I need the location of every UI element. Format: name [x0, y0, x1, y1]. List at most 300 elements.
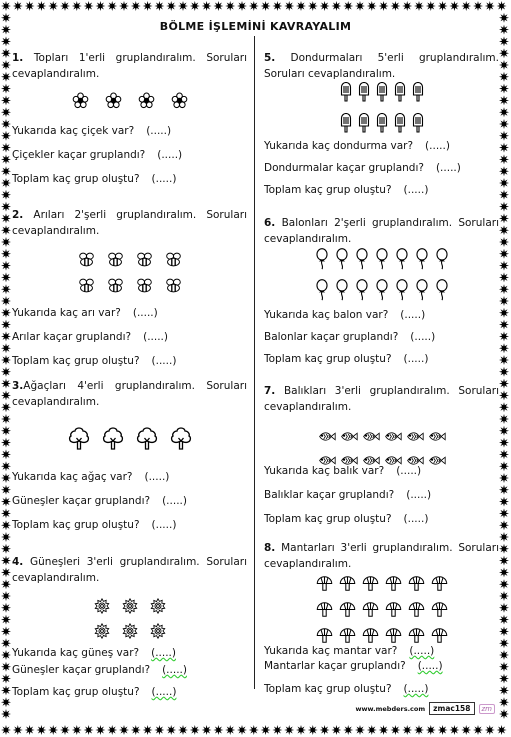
answer-blank[interactable]: (.....) [151, 647, 176, 659]
star-ornament [499, 261, 509, 271]
exercise-number: 8. [264, 542, 276, 554]
question-text: Güneşler kaçar gruplandı? [12, 664, 151, 676]
answer-blank[interactable]: (.....) [146, 125, 172, 137]
star-ornament [499, 213, 509, 223]
star-ornament [497, 725, 507, 735]
star-ornament [296, 725, 306, 735]
sun-icon [94, 623, 110, 643]
exercise-number: 7. [264, 385, 276, 397]
question [12, 471, 169, 483]
question-text: Toplam kaç grup oluştu? [12, 173, 140, 185]
question [12, 519, 176, 531]
star-ornament [1, 449, 11, 459]
star-ornament [1, 296, 11, 306]
star-ornament [143, 725, 153, 735]
star-ornament [499, 131, 509, 141]
star-ornament [95, 725, 105, 735]
icon-grid [12, 251, 247, 298]
mushroom-icon [431, 601, 448, 622]
mushroom-icon [362, 575, 379, 596]
star-ornament [296, 1, 306, 11]
star-ornament [499, 638, 509, 648]
question [12, 495, 187, 507]
star-ornament [499, 579, 509, 589]
star-ornament [1, 36, 11, 46]
mushroom-icon [431, 575, 448, 596]
ice-cream-icon [358, 113, 370, 139]
star-ornament [131, 725, 141, 735]
question-text: Güneşler kaçar gruplandı? [12, 495, 151, 507]
exercise-prompt [264, 383, 499, 415]
question-text: Yukarıda kaç ağaç var? [12, 471, 133, 483]
star-ornament [143, 1, 153, 11]
star-ornament [1, 143, 11, 153]
star-ornament [1, 402, 11, 412]
star-ornament [131, 1, 141, 11]
star-ornament [379, 1, 389, 11]
exercise-number: 3. [12, 380, 24, 392]
balloon-icon [315, 248, 329, 274]
star-ornament [499, 36, 509, 46]
star-ornament [499, 48, 509, 58]
ice-cream-icon [394, 82, 406, 108]
bee-icon [107, 277, 124, 298]
star-ornament [1, 544, 11, 554]
star-ornament [84, 1, 94, 11]
star-ornament [1, 520, 11, 530]
question-text: Toplam kaç grup oluştu? [12, 519, 140, 531]
question-text: Çiçekler kaçar gruplandı? [12, 149, 146, 161]
star-ornament [499, 331, 509, 341]
star-ornament [1, 615, 11, 625]
mushroom-icon [408, 601, 425, 622]
question [264, 331, 435, 343]
tree-icon [135, 426, 159, 454]
star-ornament [497, 1, 507, 11]
star-ornament [95, 1, 105, 11]
star-ornament [1, 390, 11, 400]
star-ornament [1, 284, 11, 294]
mushroom-icon [385, 601, 402, 622]
exercise-prompt [12, 207, 247, 239]
star-ornament [499, 178, 509, 188]
star-ornament [1, 603, 11, 613]
star-ornament [485, 725, 495, 735]
star-ornament [13, 725, 23, 735]
star-ornament [499, 485, 509, 495]
question [12, 647, 176, 659]
star-ornament [1, 697, 11, 707]
question-text: Yukarıda kaç güneş var? [12, 647, 140, 659]
star-ornament [367, 725, 377, 735]
star-ornament [331, 1, 341, 11]
icon-row [78, 277, 182, 298]
icon-row [78, 251, 182, 272]
fish-icon [406, 427, 424, 446]
mushroom-icon [385, 575, 402, 596]
star-ornament [1, 331, 11, 341]
question [12, 149, 182, 161]
ice-cream-icon [376, 82, 388, 108]
question [264, 465, 421, 477]
star-ornament [72, 725, 82, 735]
star-ornament [48, 725, 58, 735]
exercise-8 [264, 540, 499, 695]
star-ornament [320, 725, 330, 735]
star-ornament [213, 725, 223, 735]
star-ornament [1, 119, 11, 129]
icon-grid [264, 427, 499, 470]
star-ornament [1, 272, 11, 282]
star-ornament [178, 725, 188, 735]
ice-cream-icon [412, 113, 424, 139]
star-ornament [202, 1, 212, 11]
star-ornament [154, 725, 164, 735]
star-ornament [499, 60, 509, 70]
icon-grid [12, 426, 247, 454]
icon-row [316, 575, 448, 596]
star-ornament [190, 725, 200, 735]
answer-blank[interactable]: (.....) [403, 513, 429, 525]
answer-blank[interactable]: (.....) [151, 355, 177, 367]
star-ornament [402, 1, 412, 11]
exercise-4 [12, 554, 247, 698]
balloon-icon [435, 279, 449, 305]
answer-blank[interactable]: (.....) [162, 664, 187, 676]
star-ornament [1, 190, 11, 200]
answer-blank[interactable]: (.....) [151, 173, 177, 185]
balloon-icon [395, 248, 409, 274]
star-ornament [499, 343, 509, 353]
balloon-icon [415, 248, 429, 274]
site-url: www.mebders.com [355, 704, 426, 713]
star-ornament [343, 725, 353, 735]
star-ornament [331, 725, 341, 735]
tree-icon [169, 426, 193, 454]
question [264, 140, 450, 152]
star-ornament [499, 402, 509, 412]
star-ornament [1, 320, 11, 330]
bee-icon [165, 277, 182, 298]
mushroom-icon [339, 575, 356, 596]
exercise-3 [12, 378, 247, 531]
bee-icon [78, 277, 95, 298]
question [264, 162, 461, 174]
question-text: Yukarıda kaç arı var? [12, 307, 121, 319]
code-badge: zmac158 [429, 702, 474, 715]
star-ornament [1, 84, 11, 94]
exercise-prompt [264, 540, 499, 572]
answer-blank[interactable]: (.....) [425, 140, 450, 152]
star-ornament [343, 1, 353, 11]
star-ornament [308, 1, 318, 11]
question [12, 664, 187, 676]
star-ornament [284, 725, 294, 735]
answer-blank[interactable]: (.....) [396, 465, 422, 477]
star-ornament [249, 725, 259, 735]
answer-blank[interactable]: (.....) [409, 645, 435, 657]
question [264, 353, 428, 365]
star-ornament [499, 166, 509, 176]
star-ornament [1, 166, 11, 176]
mushroom-icon [316, 575, 333, 596]
star-ornament [499, 143, 509, 153]
star-ornament [202, 725, 212, 735]
question-text: Toplam kaç grup oluştu? [12, 355, 140, 367]
star-ornament [1, 508, 11, 518]
star-ornament [272, 1, 282, 11]
question-text: Yukarıda kaç balon var? [264, 309, 389, 321]
bee-icon [165, 251, 182, 272]
answer-blank[interactable]: (.....) [151, 519, 177, 531]
star-ornament [237, 725, 247, 735]
star-ornament [355, 1, 365, 11]
question-text: Yukarıda kaç mantar var? [264, 645, 398, 657]
balloon-icon [315, 279, 329, 305]
star-ornament [36, 1, 46, 11]
question [12, 686, 176, 698]
answer-blank[interactable]: (.....) [406, 489, 432, 501]
flower-icon [105, 92, 122, 113]
star-ornament [461, 1, 471, 11]
fish-icon [318, 427, 336, 446]
star-ornament [499, 473, 509, 483]
star-ornament [499, 662, 509, 672]
icon-row [318, 427, 446, 446]
balloon-icon [415, 279, 429, 305]
star-ornament [499, 225, 509, 235]
question [12, 307, 158, 319]
star-ornament [1, 72, 11, 82]
balloon-icon [355, 248, 369, 274]
star-ornament [499, 320, 509, 330]
tree-icon [101, 426, 125, 454]
signature-stamp: zm [479, 704, 496, 714]
question [12, 173, 176, 185]
star-ornament [499, 272, 509, 282]
mushroom-icon [408, 575, 425, 596]
star-ornament [1, 355, 11, 365]
flower-icon [171, 92, 188, 113]
question-text: Mantarlar kaçar gruplandı? [264, 660, 406, 672]
question [264, 184, 428, 196]
exercise-text: Mantarları 3'erli gruplandıralım. Soruları cevaplandıralım. [264, 542, 499, 570]
star-ornament [426, 725, 436, 735]
exercise-5 [264, 50, 499, 196]
sun-icon [122, 598, 138, 618]
exercise-6 [264, 215, 499, 365]
answer-blank[interactable]: (.....) [143, 331, 168, 343]
star-ornament [499, 520, 509, 530]
icon-row [94, 598, 166, 618]
star-ornament [1, 95, 11, 105]
question-text: Toplam kaç grup oluştu? [12, 686, 140, 698]
column-divider [254, 36, 255, 689]
footer [356, 702, 495, 715]
balloon-icon [335, 279, 349, 305]
exercise-2 [12, 207, 247, 367]
star-ornament [1, 237, 11, 247]
answer-blank[interactable]: (.....) [410, 331, 436, 343]
exercise-text: Güneşleri 3'erli gruplandıralım. Soruları cevaplandıralım. [12, 556, 247, 584]
star-ornament [499, 308, 509, 318]
star-ornament [1, 662, 11, 672]
star-ornament [1, 626, 11, 636]
question [12, 331, 168, 343]
star-ornament [414, 1, 424, 11]
fish-icon [428, 427, 446, 446]
star-ornament [379, 725, 389, 735]
star-ornament [1, 131, 11, 141]
star-ornament [1, 579, 11, 589]
star-ornament [485, 1, 495, 11]
question [264, 489, 431, 501]
star-ornament [213, 1, 223, 11]
star-ornament [1, 426, 11, 436]
star-ornament [1, 367, 11, 377]
balloon-icon [435, 248, 449, 274]
answer-blank[interactable]: (.....) [435, 162, 461, 174]
exercise-prompt [12, 50, 247, 82]
star-ornament [499, 367, 509, 377]
star-ornament [499, 296, 509, 306]
star-ornament [390, 1, 400, 11]
exercise-number: 1. [12, 52, 24, 64]
star-ornament [499, 497, 509, 507]
star-ornament [499, 284, 509, 294]
sun-icon [94, 598, 110, 618]
icon-row [315, 248, 449, 274]
ice-cream-icon [358, 82, 370, 108]
exercise-1 [12, 50, 247, 185]
ice-cream-icon [376, 113, 388, 139]
star-ornament [261, 725, 271, 735]
fish-icon [384, 427, 402, 446]
question-text: Toplam kaç grup oluştu? [264, 513, 392, 525]
star-ornament [1, 650, 11, 660]
star-ornament [499, 426, 509, 436]
star-ornament [1, 556, 11, 566]
star-ornament [166, 1, 176, 11]
star-ornament [499, 556, 509, 566]
question-text: Arılar kaçar gruplandı? [12, 331, 132, 343]
star-ornament [499, 202, 509, 212]
star-ornament [499, 414, 509, 424]
star-ornament [499, 355, 509, 365]
star-ornament [237, 1, 247, 11]
answer-blank[interactable]: (.....) [400, 309, 426, 321]
question-text: Yukarıda kaç çiçek var? [12, 125, 135, 137]
star-ornament [1, 591, 11, 601]
icon-grid [12, 92, 247, 113]
exercise-number: 4. [12, 556, 24, 568]
question [264, 660, 443, 672]
exercise-text: Arıları 2'şerli gruplandıralım. Soruları cevaplandıralım. [12, 209, 247, 237]
icon-grid [264, 82, 499, 139]
exercise-text: Topları 1'erli gruplandıralım. Soruları cevaplandıralım. [12, 52, 247, 80]
star-ornament [449, 725, 459, 735]
sun-icon [122, 623, 138, 643]
star-ornament [1, 1, 11, 11]
fish-icon [362, 427, 380, 446]
question [264, 309, 425, 321]
star-ornament [1, 725, 11, 735]
star-ornament [426, 1, 436, 11]
star-ornament [225, 1, 235, 11]
icon-row [67, 426, 193, 454]
star-ornament [461, 725, 471, 735]
star-ornament [107, 725, 117, 735]
star-ornament [499, 379, 509, 389]
answer-blank[interactable]: (.....) [144, 471, 170, 483]
answer-blank[interactable]: (.....) [157, 149, 183, 161]
star-ornament [499, 95, 509, 105]
star-ornament [499, 544, 509, 554]
answer-blank[interactable]: (.....) [162, 495, 187, 507]
exercise-text: Ağaçları 4'erli gruplandıralım. Soruları cevaplandıralım. [12, 380, 247, 408]
star-ornament [499, 650, 509, 660]
star-ornament [249, 1, 259, 11]
question-text: Dondurmalar kaçar gruplandı? [264, 162, 424, 174]
page-title: BÖLME İŞLEMİNİ KAVRAYALIM [159, 20, 352, 33]
question-text: Toplam kaç grup oluştu? [264, 184, 392, 196]
answer-blank[interactable]: (.....) [403, 683, 429, 695]
star-ornament [499, 438, 509, 448]
question [264, 645, 434, 657]
ice-cream-icon [340, 113, 352, 139]
star-ornament [499, 709, 509, 719]
question-text: Balonlar kaçar gruplandı? [264, 331, 399, 343]
icon-row [315, 279, 449, 305]
star-ornament [166, 725, 176, 735]
star-ornament [1, 60, 11, 70]
star-ornament [72, 1, 82, 11]
star-ornament [119, 725, 129, 735]
answer-blank[interactable]: (.....) [417, 660, 443, 672]
star-ornament [390, 725, 400, 735]
star-ornament [1, 709, 11, 719]
icon-row [94, 623, 166, 643]
star-ornament [473, 725, 483, 735]
question-text: Toplam kaç grup oluştu? [264, 683, 392, 695]
star-ornament [367, 1, 377, 11]
question [264, 513, 428, 525]
star-ornament [499, 674, 509, 684]
star-ornament [1, 178, 11, 188]
star-ornament [25, 725, 35, 735]
star-ornament [449, 1, 459, 11]
fish-icon [340, 427, 358, 446]
star-ornament [60, 725, 70, 735]
star-ornament [1, 225, 11, 235]
star-ornament [1, 473, 11, 483]
star-ornament [1, 685, 11, 695]
bee-icon [78, 251, 95, 272]
answer-blank[interactable]: (.....) [403, 353, 429, 365]
star-ornament [499, 72, 509, 82]
answer-blank[interactable]: (.....) [132, 307, 158, 319]
flower-icon [72, 92, 89, 113]
question [12, 125, 171, 137]
star-ornament [499, 626, 509, 636]
balloon-icon [375, 279, 389, 305]
star-ornament [1, 107, 11, 117]
answer-blank[interactable]: (.....) [403, 184, 429, 196]
star-ornament [1, 638, 11, 648]
star-ornament [1, 532, 11, 542]
star-ornament [499, 84, 509, 94]
answer-blank[interactable]: (.....) [151, 686, 177, 698]
